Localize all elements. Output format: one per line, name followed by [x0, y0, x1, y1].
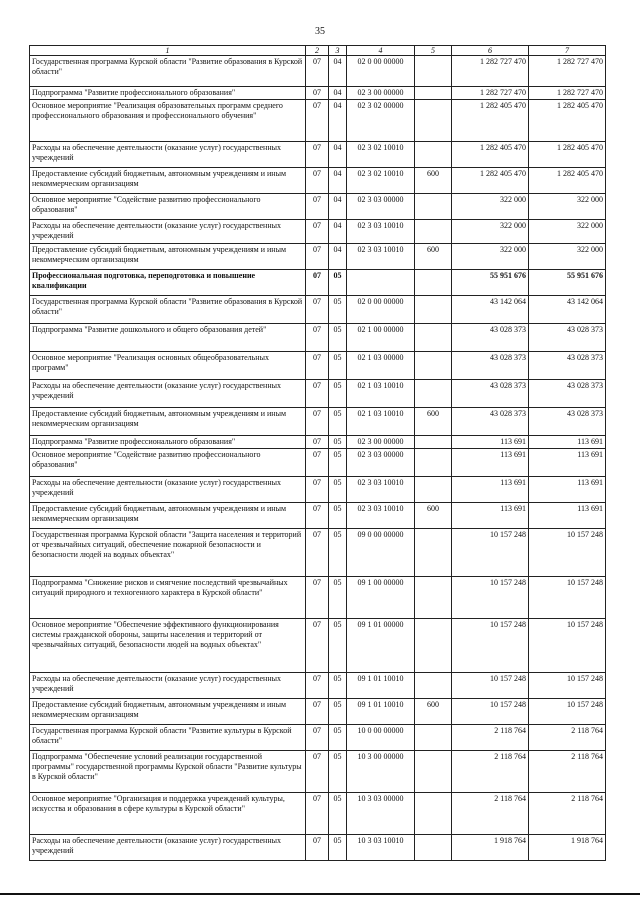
target-article-cell: 02 1 03 10010 — [347, 380, 415, 408]
row-name-cell: Основное мероприятие "Организация и поддержка учреждений культуры, искусства и образования в сфере культуры в Курской области" — [30, 793, 306, 835]
amount-year2-cell: 113 691 — [529, 503, 606, 529]
amount-year2-cell: 10 157 248 — [529, 577, 606, 619]
target-article-cell: 02 0 00 00000 — [347, 56, 415, 87]
section-code-cell: 07 — [306, 380, 329, 408]
target-article-cell: 02 3 03 10010 — [347, 503, 415, 529]
amount-year1-cell: 43 028 373 — [452, 408, 529, 436]
target-article-cell: 02 3 02 10010 — [347, 142, 415, 168]
target-article-cell: 02 3 03 00000 — [347, 194, 415, 220]
target-article-cell: 02 3 00 00000 — [347, 436, 415, 449]
amount-year2-cell: 322 000 — [529, 194, 606, 220]
target-article-cell: 02 1 03 00000 — [347, 352, 415, 380]
table-row — [30, 87, 606, 100]
amount-year1-cell: 1 282 405 470 — [452, 100, 529, 142]
subsection-code-cell: 05 — [329, 673, 347, 699]
row-name-cell: Расходы на обеспечение деятельности (оказание услуг) государственных учреждений — [30, 477, 306, 503]
target-article-cell: 02 3 03 00000 — [347, 449, 415, 477]
amount-year2-cell: 1 282 727 470 — [529, 87, 606, 100]
amount-year1-cell: 10 157 248 — [452, 673, 529, 699]
amount-year1-cell: 55 951 676 — [452, 270, 529, 296]
amount-year2-cell: 113 691 — [529, 449, 606, 477]
amount-year1-cell: 322 000 — [452, 244, 529, 270]
table-row — [30, 751, 606, 793]
target-article-cell: 02 3 03 10010 — [347, 220, 415, 244]
subsection-code-cell: 04 — [329, 56, 347, 87]
section-code-cell: 07 — [306, 793, 329, 835]
section-code-cell: 07 — [306, 577, 329, 619]
header-row — [30, 46, 606, 56]
row-name-cell: Подпрограмма "Развитие профессионального образования" — [30, 436, 306, 449]
amount-year1-cell: 43 028 373 — [452, 380, 529, 408]
page-number: 35 — [315, 26, 325, 37]
row-name-cell: Подпрограмма "Снижение рисков и смягчение последствий чрезвычайных ситуаций природного и техногенного характера в Курской области" — [30, 577, 306, 619]
section-code-cell: 07 — [306, 503, 329, 529]
row-name-cell: Государственная программа Курской области "Развитие образования в Курской области" — [30, 296, 306, 324]
subsection-code-cell: 05 — [329, 408, 347, 436]
amount-year1-cell: 113 691 — [452, 503, 529, 529]
amount-year2-cell: 322 000 — [529, 220, 606, 244]
section-code-cell: 07 — [306, 244, 329, 270]
table-row — [30, 619, 606, 673]
expense-type-cell: 600 — [415, 408, 452, 436]
target-article-cell: 02 0 00 00000 — [347, 296, 415, 324]
budget-table — [29, 45, 606, 861]
expense-type-cell — [415, 436, 452, 449]
expense-type-cell — [415, 142, 452, 168]
amount-year1-cell: 1 282 405 470 — [452, 142, 529, 168]
subsection-code-cell: 05 — [329, 835, 347, 861]
section-code-cell: 07 — [306, 619, 329, 673]
header-col-7: 7 — [529, 46, 606, 56]
amount-year1-cell: 2 118 764 — [452, 725, 529, 751]
row-name-cell: Основное мероприятие "Реализация образовательных программ среднего профессионального образования и профессионального обучения" — [30, 100, 306, 142]
expense-type-cell: 600 — [415, 699, 452, 725]
amount-year2-cell: 43 028 373 — [529, 380, 606, 408]
amount-year1-cell: 10 157 248 — [452, 577, 529, 619]
amount-year2-cell: 1 282 405 470 — [529, 142, 606, 168]
header-col-1: 1 — [30, 46, 306, 56]
table-row — [30, 56, 606, 87]
amount-year2-cell: 1 918 764 — [529, 835, 606, 861]
subsection-code-cell: 05 — [329, 352, 347, 380]
row-name-cell: Предоставление субсидий бюджетным, автономным учреждениям и иным некоммерческим организациям — [30, 699, 306, 725]
amount-year1-cell: 43 028 373 — [452, 324, 529, 352]
table-row — [30, 477, 606, 503]
table-row — [30, 220, 606, 244]
amount-year2-cell: 113 691 — [529, 477, 606, 503]
row-name-cell: Расходы на обеспечение деятельности (оказание услуг) государственных учреждений — [30, 220, 306, 244]
row-name-cell: Государственная программа Курской области "Развитие культуры в Курской области" — [30, 725, 306, 751]
amount-year1-cell: 322 000 — [452, 194, 529, 220]
section-code-cell: 07 — [306, 352, 329, 380]
expense-type-cell — [415, 477, 452, 503]
bottom-rule — [0, 893, 640, 895]
target-article-cell: 02 3 03 10010 — [347, 477, 415, 503]
section-code-cell: 07 — [306, 436, 329, 449]
table-row — [30, 835, 606, 861]
subsection-code-cell: 04 — [329, 220, 347, 244]
amount-year1-cell: 1 282 405 470 — [452, 168, 529, 194]
expense-type-cell — [415, 673, 452, 699]
target-article-cell: 02 1 03 10010 — [347, 408, 415, 436]
amount-year1-cell: 1 282 727 470 — [452, 87, 529, 100]
expense-type-cell — [415, 220, 452, 244]
table-row — [30, 244, 606, 270]
row-name-cell: Расходы на обеспечение деятельности (оказание услуг) государственных учреждений — [30, 673, 306, 699]
section-code-cell: 07 — [306, 168, 329, 194]
expense-type-cell — [415, 87, 452, 100]
expense-type-cell — [415, 324, 452, 352]
table-row — [30, 408, 606, 436]
section-code-cell: 07 — [306, 220, 329, 244]
section-code-cell: 07 — [306, 408, 329, 436]
table-row — [30, 436, 606, 449]
amount-year1-cell: 322 000 — [452, 220, 529, 244]
subsection-code-cell: 05 — [329, 477, 347, 503]
expense-type-cell — [415, 725, 452, 751]
table-row — [30, 142, 606, 168]
subsection-code-cell: 05 — [329, 380, 347, 408]
row-name-cell: Предоставление субсидий бюджетным, автономным учреждениям и иным некоммерческим организациям — [30, 244, 306, 270]
subsection-code-cell: 04 — [329, 168, 347, 194]
target-article-cell: 09 1 01 10010 — [347, 699, 415, 725]
amount-year2-cell: 113 691 — [529, 436, 606, 449]
section-code-cell: 07 — [306, 324, 329, 352]
subsection-code-cell: 05 — [329, 270, 347, 296]
subsection-code-cell: 04 — [329, 100, 347, 142]
section-code-cell: 07 — [306, 194, 329, 220]
expense-type-cell — [415, 296, 452, 324]
row-name-cell: Предоставление субсидий бюджетным, автономным учреждениям и иным некоммерческим организациям — [30, 408, 306, 436]
section-code-cell: 07 — [306, 142, 329, 168]
amount-year2-cell: 2 118 764 — [529, 751, 606, 793]
expense-type-cell — [415, 194, 452, 220]
amount-year1-cell: 10 157 248 — [452, 619, 529, 673]
target-article-cell: 10 3 03 00000 — [347, 793, 415, 835]
section-code-cell: 07 — [306, 477, 329, 503]
subsection-code-cell: 05 — [329, 793, 347, 835]
amount-year1-cell: 1 282 727 470 — [452, 56, 529, 87]
subsection-code-cell: 05 — [329, 503, 347, 529]
target-article-cell: 02 3 02 00000 — [347, 100, 415, 142]
target-article-cell: 02 3 02 10010 — [347, 168, 415, 194]
amount-year1-cell: 113 691 — [452, 449, 529, 477]
section-code-cell: 07 — [306, 56, 329, 87]
subsection-code-cell: 05 — [329, 449, 347, 477]
expense-type-cell — [415, 380, 452, 408]
table-row — [30, 324, 606, 352]
target-article-cell — [347, 270, 415, 296]
subsection-code-cell: 05 — [329, 699, 347, 725]
header-col-6: 6 — [452, 46, 529, 56]
row-name-cell: Расходы на обеспечение деятельности (оказание услуг) государственных учреждений — [30, 835, 306, 861]
target-article-cell: 09 1 01 00000 — [347, 619, 415, 673]
expense-type-cell — [415, 793, 452, 835]
header-col-5: 5 — [415, 46, 452, 56]
amount-year2-cell: 1 282 405 470 — [529, 100, 606, 142]
expense-type-cell — [415, 529, 452, 577]
section-code-cell: 07 — [306, 529, 329, 577]
subsection-code-cell: 05 — [329, 529, 347, 577]
expense-type-cell — [415, 835, 452, 861]
row-name-cell: Предоставление субсидий бюджетным, автономным учреждениям и иным некоммерческим организациям — [30, 503, 306, 529]
row-name-cell: Основное мероприятие "Содействие развитию профессионального образования" — [30, 194, 306, 220]
expense-type-cell: 600 — [415, 168, 452, 194]
subsection-code-cell: 05 — [329, 436, 347, 449]
amount-year1-cell: 113 691 — [452, 436, 529, 449]
header-col-3: 3 — [329, 46, 347, 56]
target-article-cell: 10 3 00 00000 — [347, 751, 415, 793]
subsection-code-cell: 04 — [329, 142, 347, 168]
expense-type-cell — [415, 577, 452, 619]
subsection-code-cell: 04 — [329, 87, 347, 100]
expense-type-cell — [415, 270, 452, 296]
row-name-cell: Профессиональная подготовка, переподготовка и повышение квалификации — [30, 270, 306, 296]
amount-year1-cell: 2 118 764 — [452, 751, 529, 793]
target-article-cell: 02 3 00 00000 — [347, 87, 415, 100]
section-code-cell: 07 — [306, 835, 329, 861]
table-row — [30, 699, 606, 725]
amount-year2-cell: 10 157 248 — [529, 673, 606, 699]
expense-type-cell — [415, 100, 452, 142]
section-code-cell: 07 — [306, 751, 329, 793]
target-article-cell: 02 1 00 00000 — [347, 324, 415, 352]
section-code-cell: 07 — [306, 270, 329, 296]
subsection-code-cell: 05 — [329, 296, 347, 324]
subsection-code-cell: 04 — [329, 194, 347, 220]
row-name-cell: Расходы на обеспечение деятельности (оказание услуг) государственных учреждений — [30, 380, 306, 408]
table-row — [30, 793, 606, 835]
amount-year1-cell: 2 118 764 — [452, 793, 529, 835]
section-code-cell: 07 — [306, 699, 329, 725]
section-code-cell: 07 — [306, 725, 329, 751]
row-name-cell: Подпрограмма "Обеспечение условий реализации государственной программы" государственной программы Курской области "Развитие культуры в Курской области" — [30, 751, 306, 793]
amount-year1-cell: 113 691 — [452, 477, 529, 503]
row-name-cell: Основное мероприятие "Реализация основных общеобразовательных программ" — [30, 352, 306, 380]
target-article-cell: 02 3 03 10010 — [347, 244, 415, 270]
target-article-cell: 09 1 00 00000 — [347, 577, 415, 619]
expense-type-cell — [415, 449, 452, 477]
expense-type-cell: 600 — [415, 244, 452, 270]
amount-year1-cell: 10 157 248 — [452, 529, 529, 577]
table-row — [30, 577, 606, 619]
table-row — [30, 673, 606, 699]
expense-type-cell: 600 — [415, 503, 452, 529]
table-row — [30, 100, 606, 142]
table-row — [30, 352, 606, 380]
table-row — [30, 380, 606, 408]
amount-year2-cell: 2 118 764 — [529, 793, 606, 835]
expense-type-cell — [415, 352, 452, 380]
amount-year2-cell: 1 282 727 470 — [529, 56, 606, 87]
amount-year2-cell: 55 951 676 — [529, 270, 606, 296]
header-col-4: 4 — [347, 46, 415, 56]
amount-year2-cell: 43 142 064 — [529, 296, 606, 324]
table-row — [30, 449, 606, 477]
amount-year2-cell: 43 028 373 — [529, 324, 606, 352]
table-row — [30, 529, 606, 577]
table-row — [30, 270, 606, 296]
row-name-cell: Подпрограмма "Развитие дошкольного и общего образования детей" — [30, 324, 306, 352]
expense-type-cell — [415, 56, 452, 87]
amount-year2-cell: 43 028 373 — [529, 408, 606, 436]
section-code-cell: 07 — [306, 449, 329, 477]
subsection-code-cell: 05 — [329, 577, 347, 619]
subsection-code-cell: 05 — [329, 619, 347, 673]
amount-year2-cell: 10 157 248 — [529, 529, 606, 577]
row-name-cell: Расходы на обеспечение деятельности (оказание услуг) государственных учреждений — [30, 142, 306, 168]
target-article-cell: 10 3 03 10010 — [347, 835, 415, 861]
target-article-cell: 09 0 00 00000 — [347, 529, 415, 577]
amount-year2-cell: 322 000 — [529, 244, 606, 270]
row-name-cell: Государственная программа Курской области "Развитие образования в Курской области" — [30, 56, 306, 87]
section-code-cell: 07 — [306, 100, 329, 142]
subsection-code-cell: 04 — [329, 244, 347, 270]
amount-year1-cell: 43 142 064 — [452, 296, 529, 324]
table-row — [30, 168, 606, 194]
expense-type-cell — [415, 751, 452, 793]
section-code-cell: 07 — [306, 673, 329, 699]
amount-year2-cell: 10 157 248 — [529, 619, 606, 673]
subsection-code-cell: 05 — [329, 324, 347, 352]
subsection-code-cell: 05 — [329, 725, 347, 751]
table-row — [30, 503, 606, 529]
amount-year2-cell: 1 282 405 470 — [529, 168, 606, 194]
section-code-cell: 07 — [306, 296, 329, 324]
section-code-cell: 07 — [306, 87, 329, 100]
amount-year1-cell: 43 028 373 — [452, 352, 529, 380]
row-name-cell: Предоставление субсидий бюджетным, автономным учреждениям и иным некоммерческим организациям — [30, 168, 306, 194]
amount-year2-cell: 43 028 373 — [529, 352, 606, 380]
table-row — [30, 296, 606, 324]
subsection-code-cell: 05 — [329, 751, 347, 793]
target-article-cell: 09 1 01 10010 — [347, 673, 415, 699]
row-name-cell: Основное мероприятие "Содействие развитию профессионального образования" — [30, 449, 306, 477]
expense-type-cell — [415, 619, 452, 673]
amount-year1-cell: 10 157 248 — [452, 699, 529, 725]
row-name-cell: Государственная программа Курской области "Защита населения и территорий от чрезвычайных ситуаций, обеспечение пожарной безопасности и безопасности людей на водных объектах" — [30, 529, 306, 577]
header-col-2: 2 — [306, 46, 329, 56]
target-article-cell: 10 0 00 00000 — [347, 725, 415, 751]
amount-year2-cell: 10 157 248 — [529, 699, 606, 725]
amount-year2-cell: 2 118 764 — [529, 725, 606, 751]
row-name-cell: Основное мероприятие "Обеспечение эффективного функционирования системы гражданской обороны, защиты населения и территорий от чрезвычайных ситуаций, безопасности людей на водных объектах" — [30, 619, 306, 673]
table-body — [30, 56, 606, 861]
table-row — [30, 725, 606, 751]
amount-year1-cell: 1 918 764 — [452, 835, 529, 861]
table-row — [30, 194, 606, 220]
row-name-cell: Подпрограмма "Развитие профессионального образования" — [30, 87, 306, 100]
